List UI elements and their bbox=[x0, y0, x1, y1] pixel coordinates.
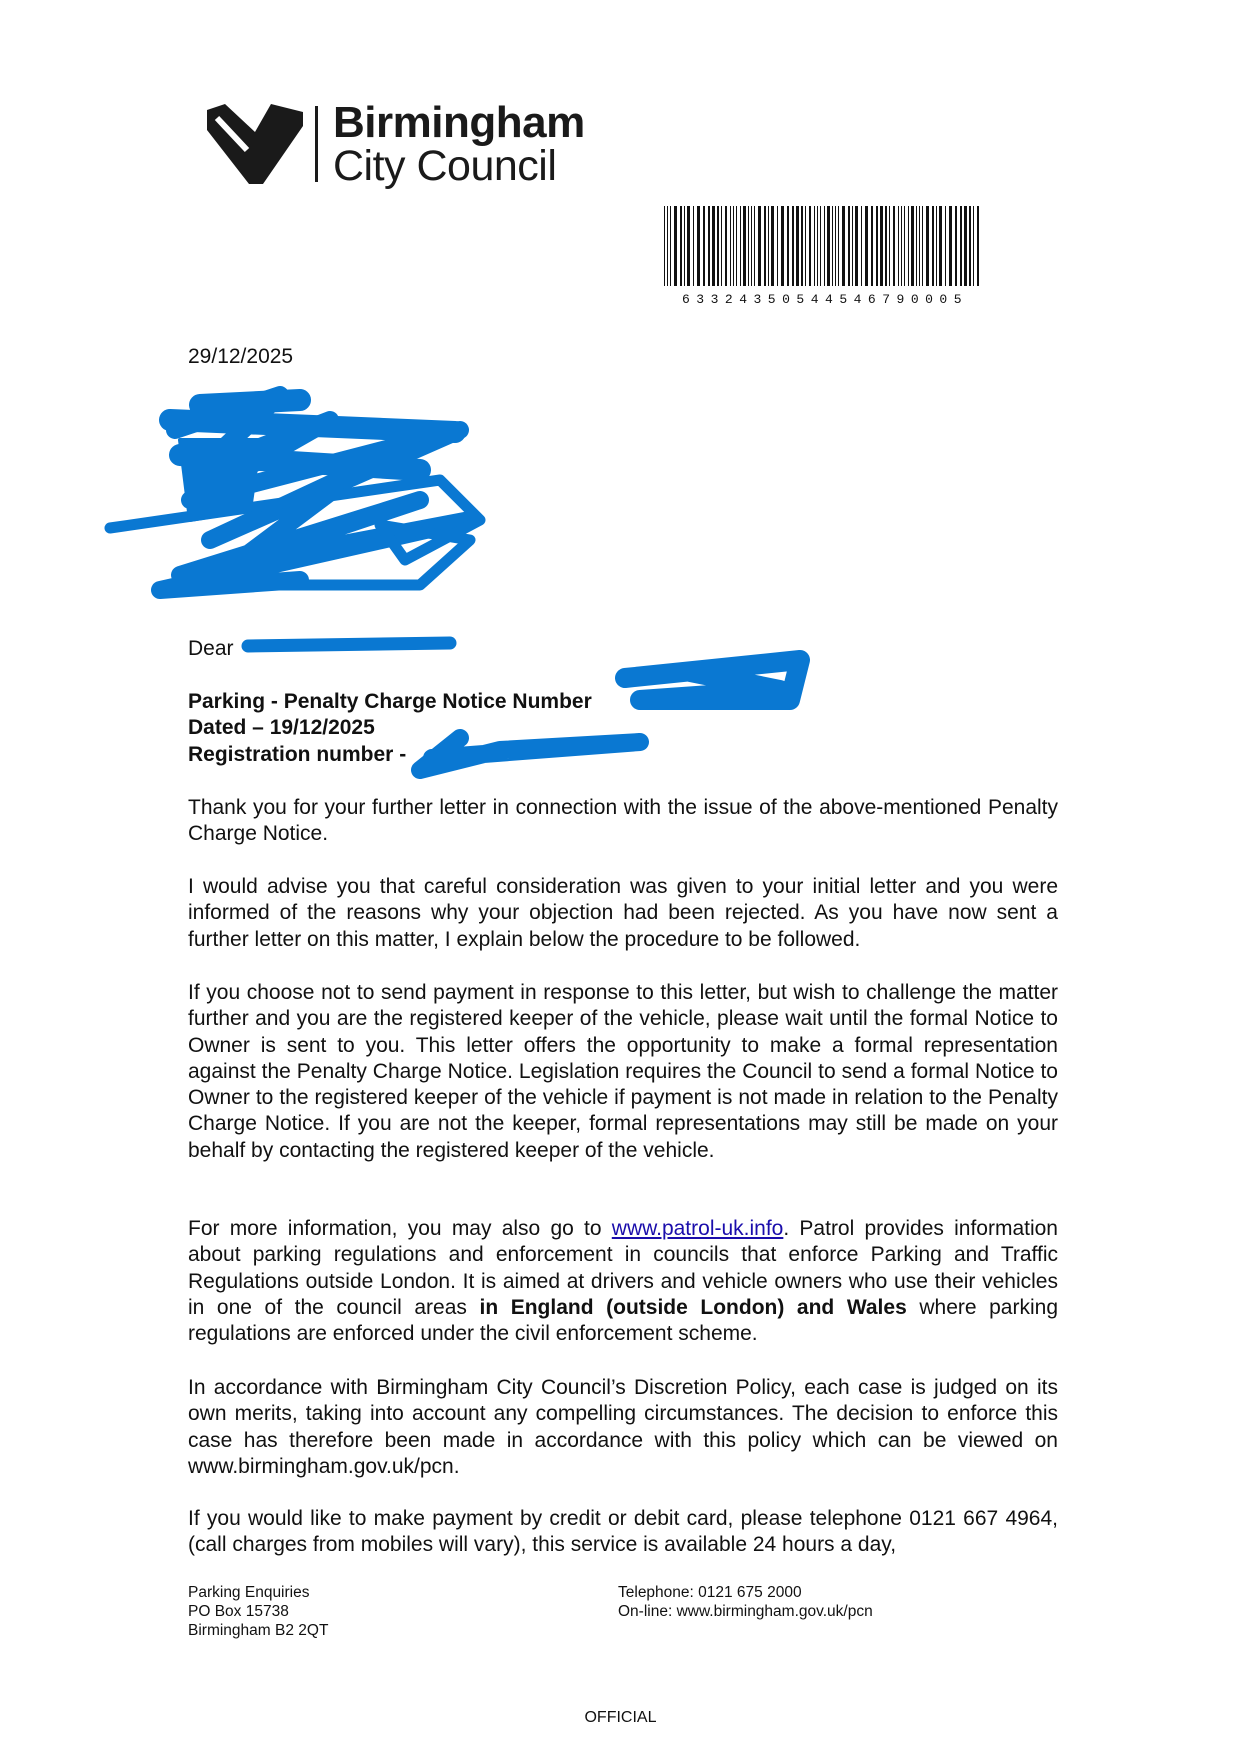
logo-name-line2: City Council bbox=[333, 142, 557, 190]
paragraph-procedure: If you choose not to send payment in response to this letter, but wish to challenge the matter further and you are the registered keeper of the vehicle, please wait until the formal Notice to Owner is sent to you. This letter offers the opportunity to make a formal representation against the Penalty Charge Notice. Legislation requires the Council to send a formal Notice to Owner to the registered keeper of the vehicle if payment is not made in relation to the Penalty Charge Notice. If you are not the keeper, formal representations may still be made on your behalf by contacting the registered keeper of the vehicle. bbox=[188, 981, 1058, 1162]
subject-dated: Dated – 19/12/2025 bbox=[188, 716, 375, 739]
subject-registration: Registration number - bbox=[188, 743, 407, 766]
logo-name-line1: Birmingham bbox=[333, 98, 585, 147]
patrol-link[interactable]: www.patrol-uk.info bbox=[611, 1217, 784, 1240]
paragraph-discretion: In accordance with Birmingham City Council’s Discretion Policy, each case is judged on its own merits, taking into account any compelling circumstances. The decision to enforce this case has therefore been made in accordance with this policy which can be viewed on www.birmingham.gov.uk/pcn. bbox=[188, 1376, 1058, 1478]
redaction-registration bbox=[420, 738, 640, 770]
redaction-address-fill bbox=[180, 440, 260, 520]
letter-date: 29/12/2025 bbox=[188, 345, 294, 368]
more-info-bold: in England (outside London) and Wales bbox=[479, 1295, 907, 1319]
more-info-text-2: . Patrol provides information about parking regulations and enforcement in councils that enforce Parking and Traffic Regulations outside London. It is aimed at drivers and vehicle owners who use their vehicles in one of the council areas bbox=[188, 1217, 1058, 1319]
salutation: Dear bbox=[188, 637, 234, 660]
official-marking: OFFICIAL bbox=[584, 1709, 657, 1726]
redaction-name bbox=[248, 643, 450, 646]
redaction-pcn bbox=[625, 660, 800, 700]
footer-city: Birmingham B2 2QT bbox=[188, 1622, 329, 1639]
more-info-text: For more information, you may also go to bbox=[188, 1217, 612, 1240]
paragraph-payment: If you would like to make payment by credit or debit card, please telephone 0121 667 4964, (call charges from mobiles will vary), this service is available 24 hours a day, bbox=[188, 1507, 1058, 1557]
footer-online: On-line: www.birmingham.gov.uk/pcn bbox=[618, 1603, 873, 1620]
subject-pcn-number: Parking - Penalty Charge Notice Number bbox=[188, 690, 592, 713]
barcode-digits: 63324350544546790005 bbox=[682, 292, 969, 307]
paragraph-consideration: I would advise you that careful consideration was given to your initial letter and you were informed of the reasons why your objection had been rejected. As you have now sent a further letter on this matter, I explain below the procedure to be followed. bbox=[188, 875, 1058, 951]
more-info-text-3: where parking regulations are enforced under the civil enforcement scheme. bbox=[188, 1295, 1058, 1346]
footer-po-box: PO Box 15738 bbox=[188, 1603, 289, 1620]
paragraph-thanks: Thank you for your further letter in connection with the issue of the above-mentioned Penalty Charge Notice. bbox=[188, 796, 1058, 846]
footer-dept: Parking Enquiries bbox=[188, 1584, 310, 1601]
footer-telephone: Telephone: 0121 675 2000 bbox=[618, 1584, 802, 1601]
